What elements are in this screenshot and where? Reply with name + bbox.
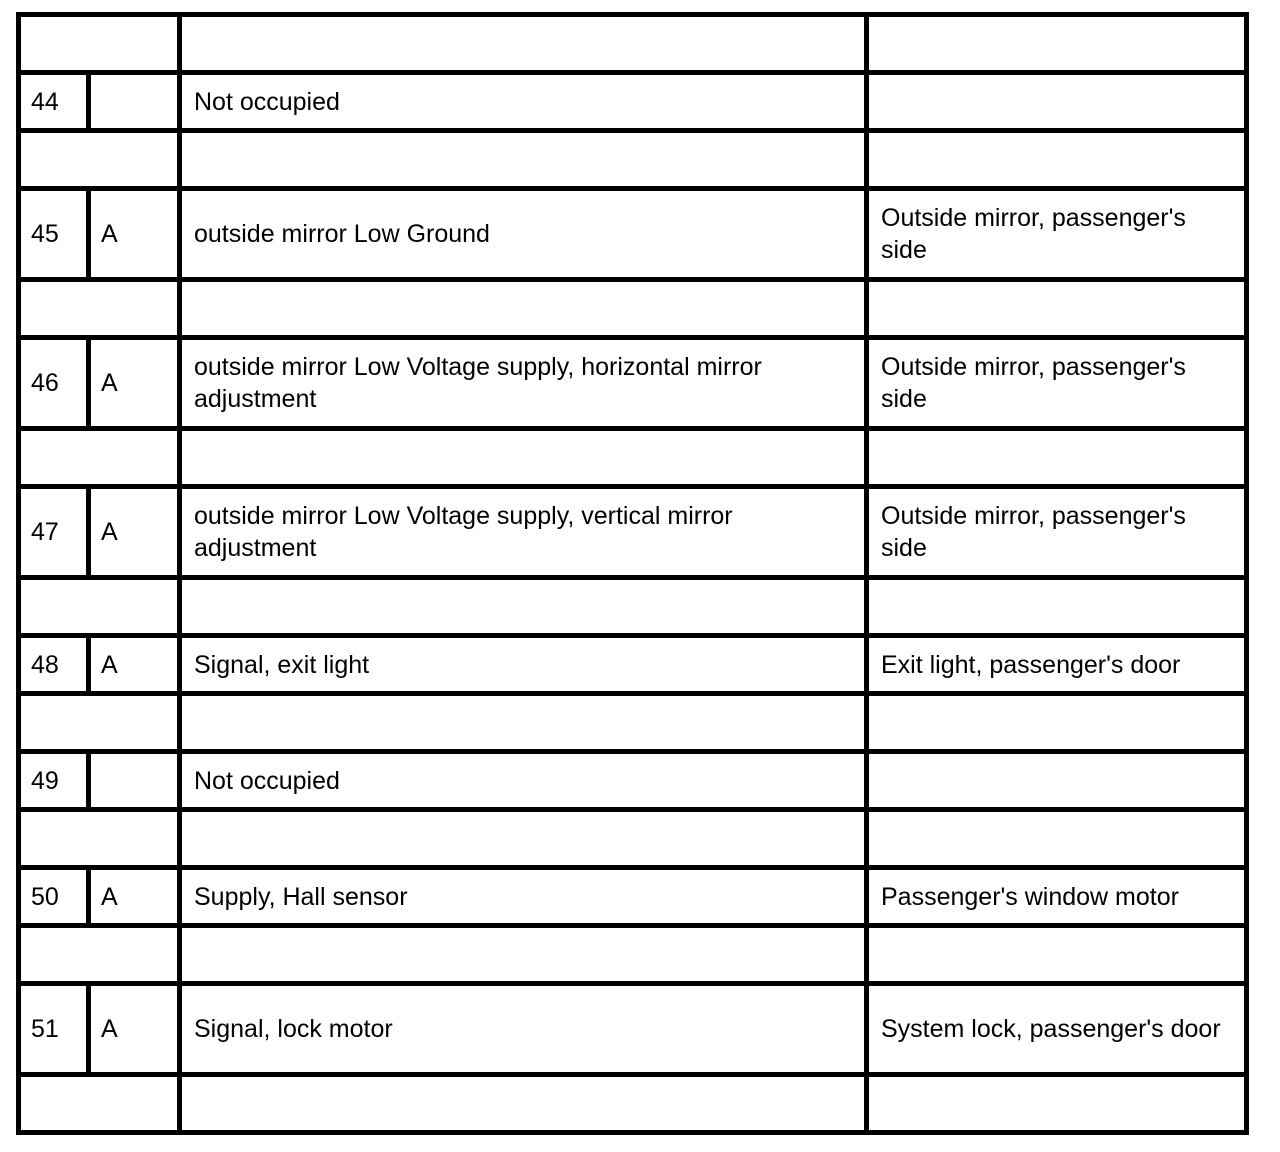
spacer-cell xyxy=(180,15,867,73)
spacer-cell xyxy=(180,1075,867,1133)
spacer-row xyxy=(19,578,1247,636)
signal-type-cell: A xyxy=(89,636,180,694)
spacer-cell xyxy=(19,131,180,189)
spacer-cell xyxy=(180,131,867,189)
spacer-row xyxy=(19,131,1247,189)
signal-type-cell: A xyxy=(89,984,180,1075)
signal-type-cell xyxy=(89,73,180,131)
spacer-row xyxy=(19,1075,1247,1133)
table-row xyxy=(19,487,1247,578)
pin-number-cell: 47 xyxy=(19,487,89,578)
spacer-cell xyxy=(19,810,180,868)
function-cell: outside mirror Low Voltage supply, horizontal mirror adjustment xyxy=(180,338,867,429)
spacer-row xyxy=(19,15,1247,73)
signal-type-cell: A xyxy=(89,189,180,280)
pin-number-cell: 44 xyxy=(19,73,89,131)
spacer-row xyxy=(19,280,1247,338)
table-row xyxy=(19,338,1247,429)
spacer-cell xyxy=(19,578,180,636)
table-row xyxy=(19,73,1247,131)
spacer-row xyxy=(19,694,1247,752)
pin-number-cell: 46 xyxy=(19,338,89,429)
table-row xyxy=(19,868,1247,926)
spacer-cell xyxy=(19,926,180,984)
spacer-cell xyxy=(867,926,1247,984)
component-cell: Passenger's window motor xyxy=(867,868,1247,926)
spacer-cell xyxy=(180,694,867,752)
component-cell xyxy=(867,752,1247,810)
pin-number-cell: 51 xyxy=(19,984,89,1075)
signal-type-cell: A xyxy=(89,868,180,926)
spacer-cell xyxy=(19,694,180,752)
spacer-cell xyxy=(180,578,867,636)
function-cell: outside mirror Low Voltage supply, vertical mirror adjustment xyxy=(180,487,867,578)
spacer-cell xyxy=(867,1075,1247,1133)
function-cell: Signal, exit light xyxy=(180,636,867,694)
function-cell: Signal, lock motor xyxy=(180,984,867,1075)
component-cell: Outside mirror, passenger's side xyxy=(867,487,1247,578)
spacer-cell xyxy=(867,578,1247,636)
spacer-cell xyxy=(180,429,867,487)
component-cell: Outside mirror, passenger's side xyxy=(867,189,1247,280)
spacer-row xyxy=(19,926,1247,984)
spacer-cell xyxy=(867,131,1247,189)
table-row xyxy=(19,984,1247,1075)
table-row xyxy=(19,636,1247,694)
component-cell: Outside mirror, passenger's side xyxy=(867,338,1247,429)
spacer-cell xyxy=(180,926,867,984)
component-cell: System lock, passenger's door xyxy=(867,984,1247,1075)
function-cell: Supply, Hall sensor xyxy=(180,868,867,926)
function-cell: outside mirror Low Ground xyxy=(180,189,867,280)
signal-type-cell: A xyxy=(89,487,180,578)
pin-number-cell: 45 xyxy=(19,189,89,280)
component-cell xyxy=(867,73,1247,131)
spacer-cell xyxy=(19,280,180,338)
spacer-cell xyxy=(867,694,1247,752)
pin-number-cell: 48 xyxy=(19,636,89,694)
table-row xyxy=(19,189,1247,280)
spacer-cell xyxy=(19,429,180,487)
signal-type-cell: A xyxy=(89,338,180,429)
table-body xyxy=(19,15,1247,1133)
spacer-cell xyxy=(867,280,1247,338)
spacer-cell xyxy=(180,810,867,868)
pin-assignment-table xyxy=(16,12,1249,1135)
spacer-cell xyxy=(867,429,1247,487)
component-cell: Exit light, passenger's door xyxy=(867,636,1247,694)
table-row xyxy=(19,752,1247,810)
function-cell: Not occupied xyxy=(180,73,867,131)
spacer-cell xyxy=(180,280,867,338)
function-cell: Not occupied xyxy=(180,752,867,810)
spacer-row xyxy=(19,810,1247,868)
spacer-cell xyxy=(19,1075,180,1133)
spacer-cell xyxy=(867,15,1247,73)
spacer-cell xyxy=(19,15,180,73)
signal-type-cell xyxy=(89,752,180,810)
spacer-cell xyxy=(867,810,1247,868)
pin-number-cell: 50 xyxy=(19,868,89,926)
spacer-row xyxy=(19,429,1247,487)
pin-number-cell: 49 xyxy=(19,752,89,810)
